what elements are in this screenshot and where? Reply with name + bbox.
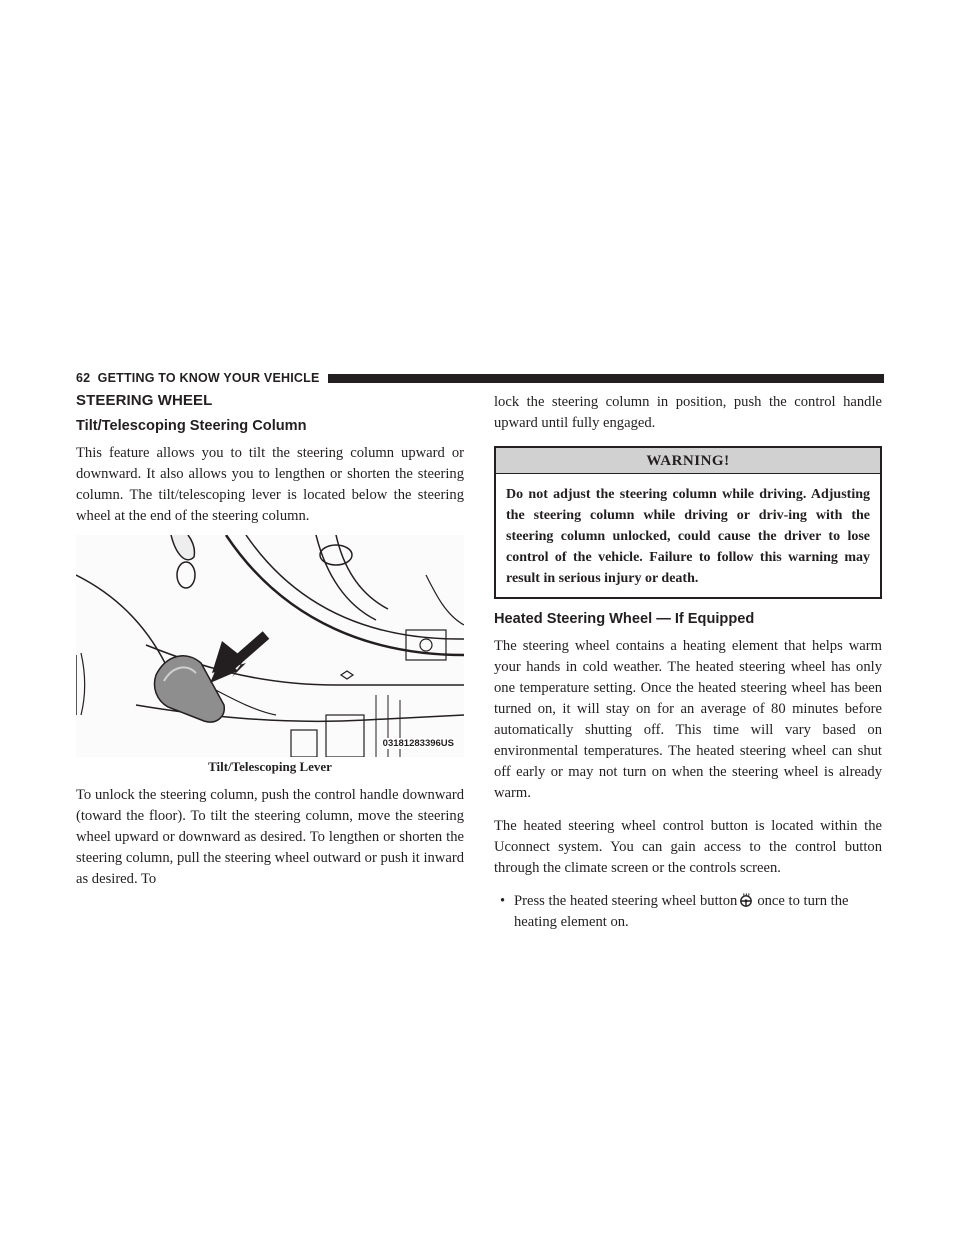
bullet-list: [494, 891, 882, 933]
subsection-title-heated: Heated Steering Wheel — If Equipped: [494, 611, 755, 627]
header-rule: [328, 374, 885, 383]
paragraph-lock-continued: lock the steering column in position, push the control handle upward until fully engaged.: [494, 394, 882, 431]
bullet-dot: •: [500, 893, 506, 909]
bullet-text-before: Press the heated steering wheel button: [514, 893, 738, 909]
left-column: [76, 392, 464, 902]
chapter-title: GETTING TO KNOW YOUR VEHICLE: [97, 371, 320, 385]
warning-title: WARNING!: [496, 448, 880, 474]
tilt-lever-illustration: [76, 535, 464, 757]
paragraph-heated-control: The heated steering wheel control button is located within the Uconnect system. You can gain access to the control button through the climate screen or the controls screen.: [494, 818, 882, 876]
subsection-title-tilt: Tilt/Telescoping Steering Column: [76, 418, 307, 434]
figure-tilt-lever: [76, 535, 464, 757]
section-title: STEERING WHEEL: [76, 392, 213, 409]
paragraph-heated-intro: The steering wheel contains a heating element that helps warm your hands in cold weather. The heated steering wheel has only one temperature setting. Once the heated steering wheel has been turned on, it will stay on for an average of 80 minutes before automatically shutting off. This time will vary based on environmental temperatures. The heated steering wheel can shut off early or may not turn on when the steering wheel is already warm.: [494, 638, 882, 801]
header-label: [76, 371, 320, 385]
bullet-text-after: once to turn the heating element on.: [514, 893, 849, 930]
paragraph-tilt-intro: This feature allows you to tilt the steering column upward or downward. It also allows you to lengthen or shorten the steering column. The tilt/telescoping lever is located below the steering wheel at the end of the steering column.: [76, 445, 464, 524]
warning-box: [494, 446, 882, 599]
figure-caption: Tilt/Telescoping Lever: [208, 759, 332, 774]
page-number: 62: [76, 371, 91, 385]
heated-steering-wheel-icon: [739, 893, 753, 907]
page-header: [76, 370, 884, 386]
paragraph-unlock: To unlock the steering column, push the control handle downward (toward the floor). To tilt the steering column, move the steering wheel upward or downward as desired. To lengthen or shorten the steering column, pull the steering wheel outward or push it inward as desired. To: [76, 787, 464, 887]
figure-code: 03181283396US: [382, 738, 454, 749]
warning-text: Do not adjust the steering column while driving. Adjusting the steering column while driving or driv-ing with the steering column unlocked, could cause the driver to lose control of the vehicle. Failure to follow this warning may result in serious injury or death.: [506, 487, 870, 586]
list-item: [494, 891, 882, 933]
right-column: [494, 392, 882, 933]
